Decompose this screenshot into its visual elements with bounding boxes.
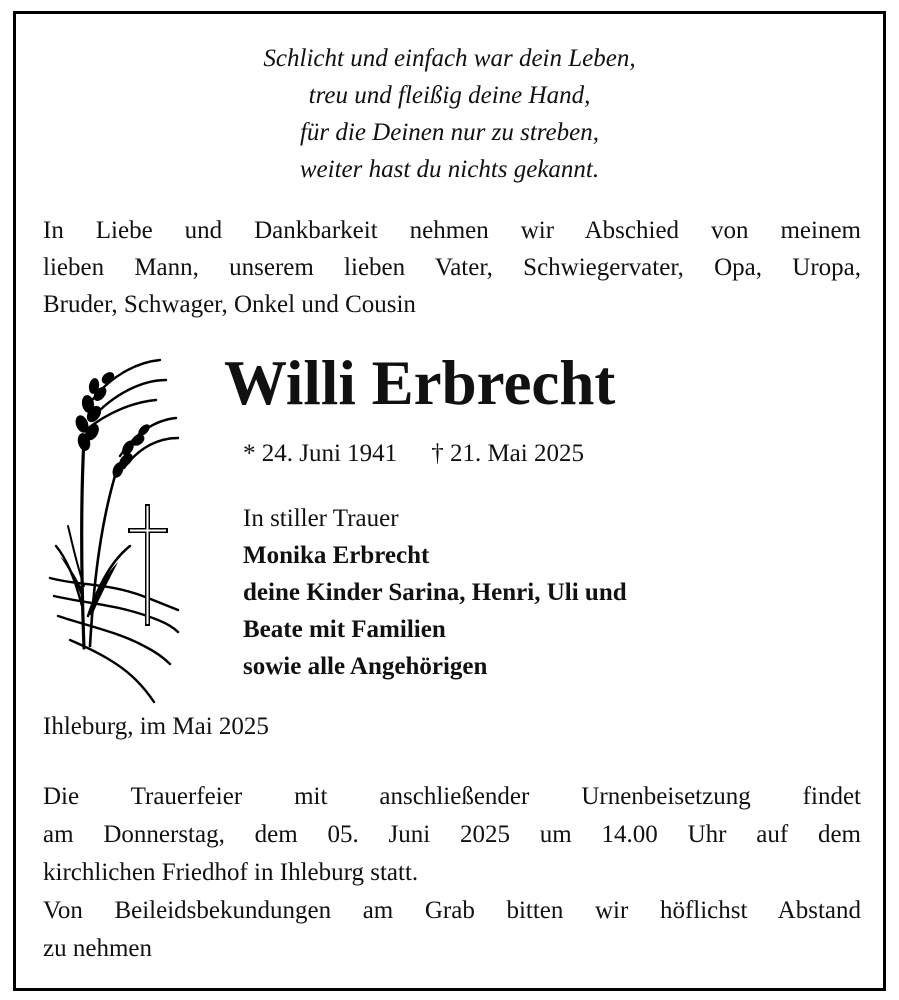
funeral-notice xyxy=(43,778,861,968)
notice-line: Von Beileidsbekundungen am Grab bitten wir höflichst Abstand xyxy=(43,897,861,924)
obituary-notice xyxy=(13,11,886,991)
intro-line: lieben Mann, unserem lieben Vater, Schwiegervater, Opa, Uropa, xyxy=(43,254,861,281)
notice-line: zu nehmen xyxy=(43,935,152,962)
poem-line: weiter hast du nichts gekannt. xyxy=(299,156,600,183)
mourner-line: sowie alle Angehörigen xyxy=(243,653,488,680)
poem-line: für die Deinen nur zu streben, xyxy=(299,119,600,146)
deceased-name: Willi Erbrecht xyxy=(224,348,616,418)
notice-line: am Donnerstag, dem 05. Juni 2025 um 14.00 Uhr auf dem xyxy=(43,821,861,848)
memorial-poem xyxy=(16,40,883,188)
life-dates xyxy=(243,438,584,470)
mourners-block xyxy=(243,500,627,685)
poem-line: treu und fleißig deine Hand, xyxy=(308,82,591,109)
wheat-cross-icon xyxy=(48,346,183,706)
farewell-intro xyxy=(43,212,861,323)
mourning-heading: In stiller Trauer xyxy=(243,505,399,532)
intro-line: Bruder, Schwager, Onkel und Cousin xyxy=(43,291,416,318)
intro-line: In Liebe und Dankbarkeit nehmen wir Abschied von meinem xyxy=(43,217,861,244)
birth-date: * 24. Juni 1941 xyxy=(243,440,398,467)
mourner-line: deine Kinder Sarina, Henri, Uli und xyxy=(243,579,627,606)
notice-line: Die Trauerfeier mit anschließender Urnenbeisetzung findet xyxy=(43,783,861,810)
poem-line: Schlicht und einfach war dein Leben, xyxy=(263,45,636,72)
mourner-line: Beate mit Familien xyxy=(243,616,446,643)
death-date: † 21. Mai 2025 xyxy=(431,440,584,467)
notice-line: kirchlichen Friedhof in Ihleburg statt. xyxy=(43,859,419,886)
place-and-date: Ihleburg, im Mai 2025 xyxy=(43,713,269,740)
mourner-line: Monika Erbrecht xyxy=(243,542,430,569)
